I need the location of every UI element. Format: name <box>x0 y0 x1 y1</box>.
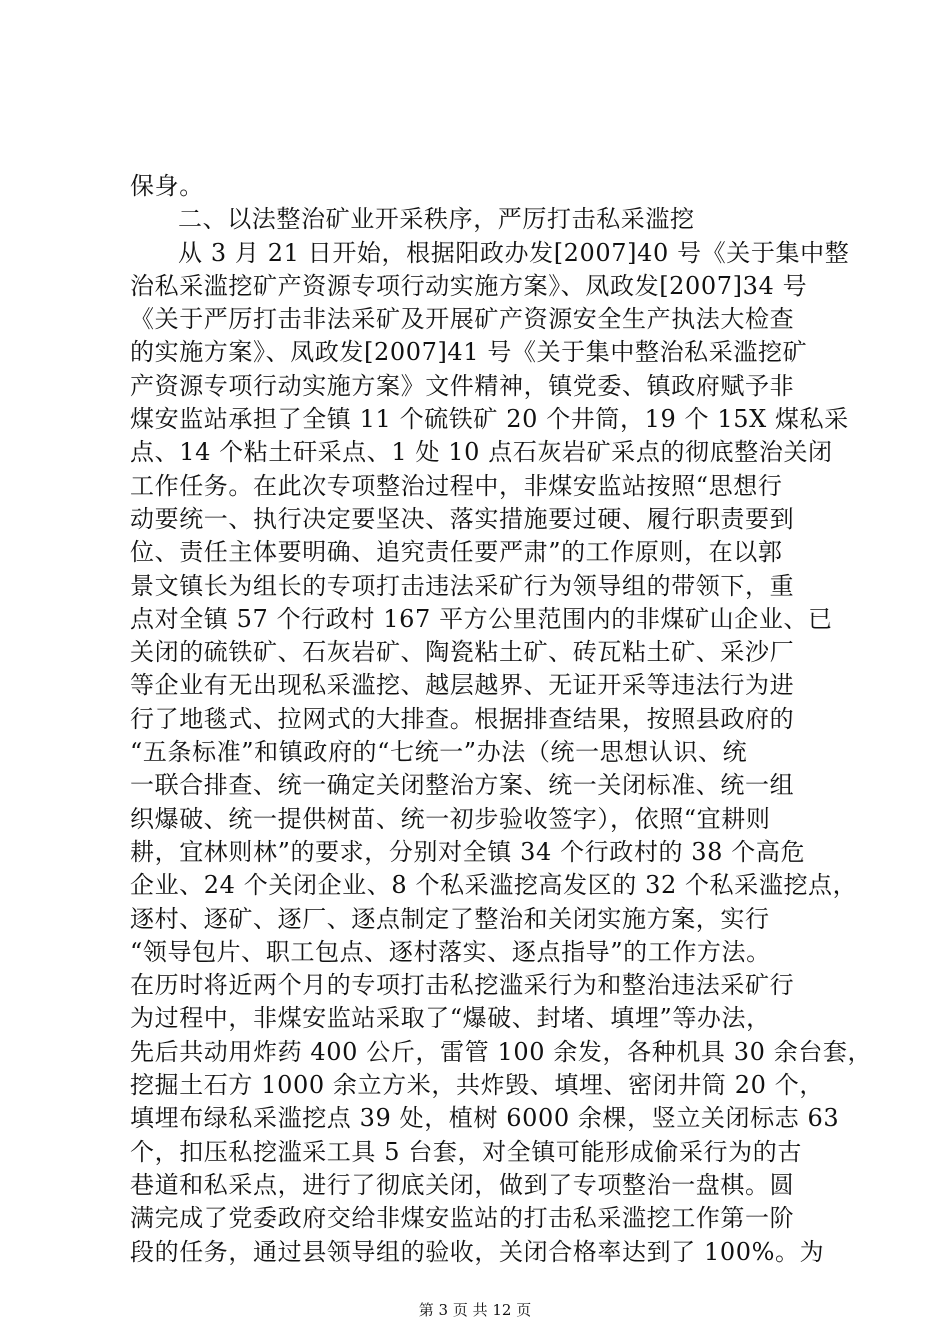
text-line: 逐村、逐矿、逐厂、逐点制定了整治和关闭实施方案，实行 <box>130 904 770 933</box>
text-line: 点、14 个粘土矸采点、1 处 10 点石灰岩矿采点的彻底整治关闭 <box>130 438 833 467</box>
text-line: 一联合排查、统一确定关闭整治方案、统一关闭标准、统一组 <box>130 771 795 800</box>
text-line: 行了地毯式、拉网式的大排查。根据排查结果，按照县政府的 <box>130 704 795 733</box>
text-line: 织爆破、统一提供树苗、统一初步验收签字），依照“宜耕则 <box>130 804 771 833</box>
text-line: 巷道和私采点，进行了彻底关闭，做到了专项整治一盘棋。圆 <box>130 1170 795 1199</box>
text-line: 企业、24 个关闭企业、8 个私采滥挖高发区的 32 个私采滥挖点， <box>130 871 858 900</box>
text-line: 位、责任主体要明确、追究责任要严肃”的工作原则，在以郭 <box>130 538 783 567</box>
text-line: 先后共动用炸药 400 公斤，雷管 100 余发，各种机具 30 余台套， <box>130 1037 873 1066</box>
text-line: 个，扣压私挖滥采工具 5 台套，对全镇可能形成偷采行为的古 <box>130 1137 802 1166</box>
text-line: 景文镇长为组长的专项打击违法采矿行为领导组的带领下，重 <box>130 571 795 600</box>
text-line: 等企业有无出现私采滥挖、越层越界、无证开采等违法行为进 <box>130 671 795 700</box>
text-line: “领导包片、职工包点、逐村落实、逐点指导”的工作方法。 <box>130 937 771 966</box>
text-line: 《关于严厉打击非法采矿及开展矿产资源安全生产执法大检查 <box>130 305 795 334</box>
text-line: 段的任务，通过县领导组的验收，关闭合格率达到了 100%。为 <box>130 1237 825 1266</box>
text-line: 的实施方案》、凤政发[2007]41 号《关于集中整治私采滥挖矿 <box>130 338 808 367</box>
text-line: 关闭的硫铁矿、石灰岩矿、陶瓷粘土矿、砖瓦粘土矿、采沙厂 <box>130 638 795 667</box>
page-number-footer: 第 3 页 共 12 页 <box>418 1301 532 1319</box>
paragraph-first-line: 从 3 月 21 日开始，根据阳政办发[2007]40 号《关于集中整 <box>178 238 850 267</box>
text-line: 治私采滥挖矿产资源专项行动实施方案》、凤政发[2007]34 号 <box>130 271 808 300</box>
text-line: 动要统一、执行决定要坚决、落实措施要过硬、履行职责要到 <box>130 504 795 533</box>
text-line: “五条标准”和镇政府的“七统一”办法（统一思想认识、统 <box>130 738 748 767</box>
section-heading: 二、以法整治矿业开采秩序，严厉打击私采滥挖 <box>178 205 695 234</box>
text-line: 耕，宜林则林”的要求，分别对全镇 34 个行政村的 38 个高危 <box>130 837 806 866</box>
text-line: 挖掘土石方 1000 余立方米，共炸毁、填埋、密闭井筒 20 个， <box>130 1071 824 1100</box>
text-line: 产资源专项行动实施方案》文件精神，镇党委、镇政府赋予非 <box>130 371 795 400</box>
text-line: 在历时将近两个月的专项打击私挖滥采行为和整治违法采矿行 <box>130 971 795 1000</box>
text-line: 工作任务。在此次专项整治过程中，非煤安监站按照“思想行 <box>130 471 783 500</box>
text-line: 点对全镇 57 个行政村 167 平方公里范围内的非煤矿山企业、已 <box>130 604 833 633</box>
text-line: 满完成了党委政府交给非煤安监站的打击私采滥挖工作第一阶 <box>130 1204 795 1233</box>
text-line: 为过程中，非煤安监站采取了“爆破、封堵、填埋”等办法， <box>130 1004 771 1033</box>
document-body <box>130 170 873 1269</box>
text-line: 填埋布绿私采滥挖点 39 处，植树 6000 余棵，竖立关闭标志 63 <box>130 1104 840 1133</box>
text-line: 保身。 <box>130 172 204 200</box>
text-line: 煤安监站承担了全镇 11 个硫铁矿 20 个井筒，19 个 15X 煤私采 <box>130 405 849 434</box>
